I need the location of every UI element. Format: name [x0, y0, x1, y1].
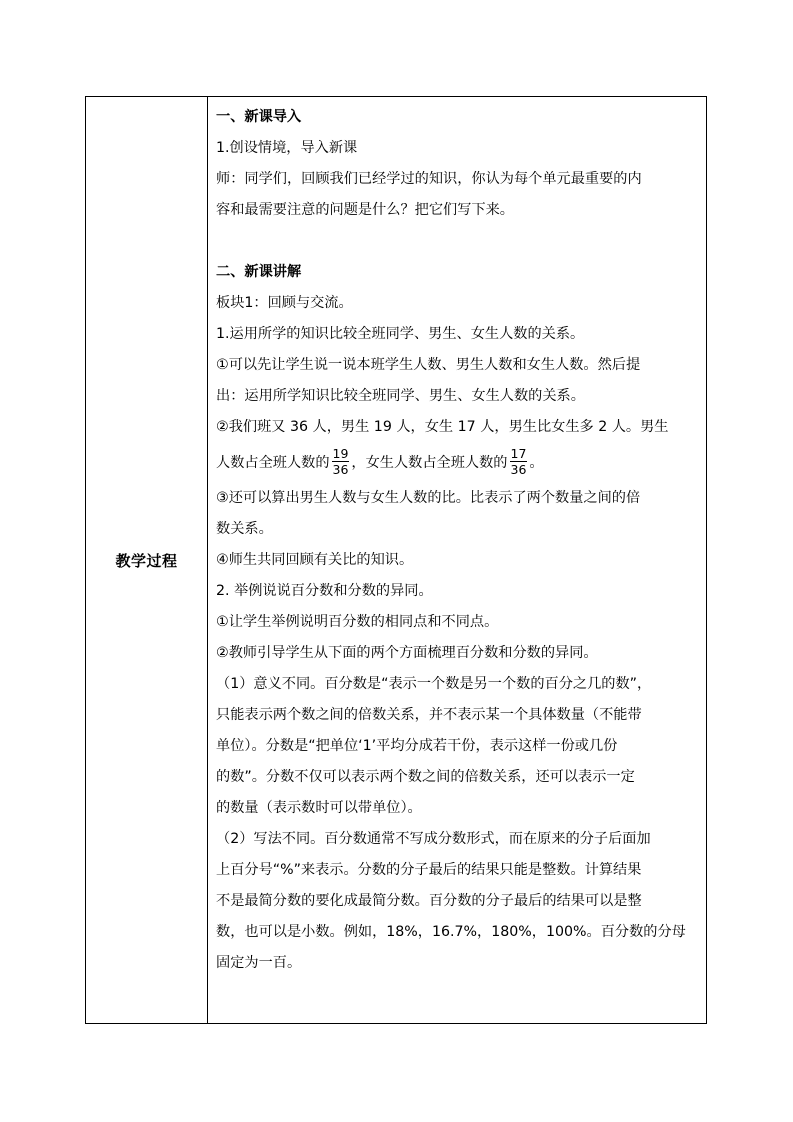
paragraph-line: 出：运用所学知识比较全班同学、男生、女生人数的关系。: [216, 388, 585, 404]
section-heading-intro: 一、新课导入: [216, 109, 302, 125]
row-label-teaching-process: 教学过程: [115, 551, 178, 570]
paragraph-line: 不是最简分数的要化成最简分数。百分数的分子最后的结果可以是整: [216, 893, 642, 909]
paragraph-line: 只能表示两个数之间的倍数关系，并不表示某一个具体数量（不能带: [216, 707, 642, 723]
paragraph-line: 板块1：回顾与交流。: [216, 295, 353, 311]
fraction-denominator: 36: [510, 461, 527, 477]
paragraph-line: 单位）。分数是“把单位‘1’平均分成若干份，表示这样一份或几份: [216, 738, 618, 754]
paragraph-line: 2. 举例说说百分数和分数的异同。: [216, 583, 433, 599]
section-heading-explanation: 二、新课讲解: [216, 264, 302, 280]
text-segment: 。: [529, 455, 544, 471]
fraction-denominator: 36: [332, 461, 349, 477]
paragraph-line: ①让学生举例说明百分数的相同点和不同点。: [216, 614, 499, 630]
paragraph-line: ④师生共同回顾有关比的知识。: [216, 552, 414, 568]
fraction-girls: [510, 446, 528, 477]
paragraph-line: ②教师引导学生从下面的两个方面梳理百分数和分数的异同。: [216, 645, 598, 661]
paragraph-line: ②我们班又 36 人，男生 19 人，女生 17 人，男生比女生多 2 人。男生: [216, 419, 669, 435]
paragraph-line: 数，也可以是小数。例如，18%，16.7%，180%，100%。百分数的分母: [216, 924, 686, 940]
paragraph-line: 的数量（表示数时可以带单位）。: [216, 800, 422, 816]
paragraph-line: 的数”。分数不仅可以表示两个数之间的倍数关系，还可以表示一定: [216, 769, 635, 785]
fraction-boys: [332, 446, 350, 477]
paragraph-line: 1.运用所学的知识比较全班同学、男生、女生人数的关系。: [216, 326, 585, 342]
paragraph-line: （1）意义不同。百分数是“表示一个数是另一个数的百分之几的数”，: [216, 676, 652, 692]
paragraph-line: （2）写法不同。百分数通常不写成分数形式，而在原来的分子后面加: [216, 831, 651, 847]
blank-line: [216, 226, 698, 257]
subheading-create-situation: 1.创设情境，导入新课: [216, 140, 358, 156]
lesson-table: [85, 96, 707, 1024]
teaching-process-content: [216, 102, 698, 979]
paragraph-line: ①可以先让学生说一说本班学生人数、男生人数和女生人数。然后提: [216, 357, 641, 373]
paragraph-line: ③还可以算出男生人数与女生人数的比。比表示了两个数量之间的倍: [216, 490, 641, 506]
paragraph-line: 数关系。: [216, 521, 273, 537]
fraction-numerator: 19: [332, 445, 349, 461]
fraction-numerator: 17: [510, 445, 527, 461]
column-divider: [207, 97, 208, 1023]
paragraph-line: 固定为一百。: [216, 955, 302, 971]
paragraph-line: 容和最需要注意的问题是什么？把它们写下来。: [216, 202, 514, 218]
paragraph-line: 上百分号“%”来表示。分数的分子最后的结果只能是整数。计算结果: [216, 862, 642, 878]
paragraph-line: 师：同学们，回顾我们已经学过的知识，你认为每个单元最重要的内: [216, 171, 642, 187]
paragraph-line-with-fractions: [216, 443, 698, 483]
text-segment: ，女生人数占全班人数的: [351, 455, 508, 471]
text-segment: 人数占全班人数的: [216, 455, 330, 471]
